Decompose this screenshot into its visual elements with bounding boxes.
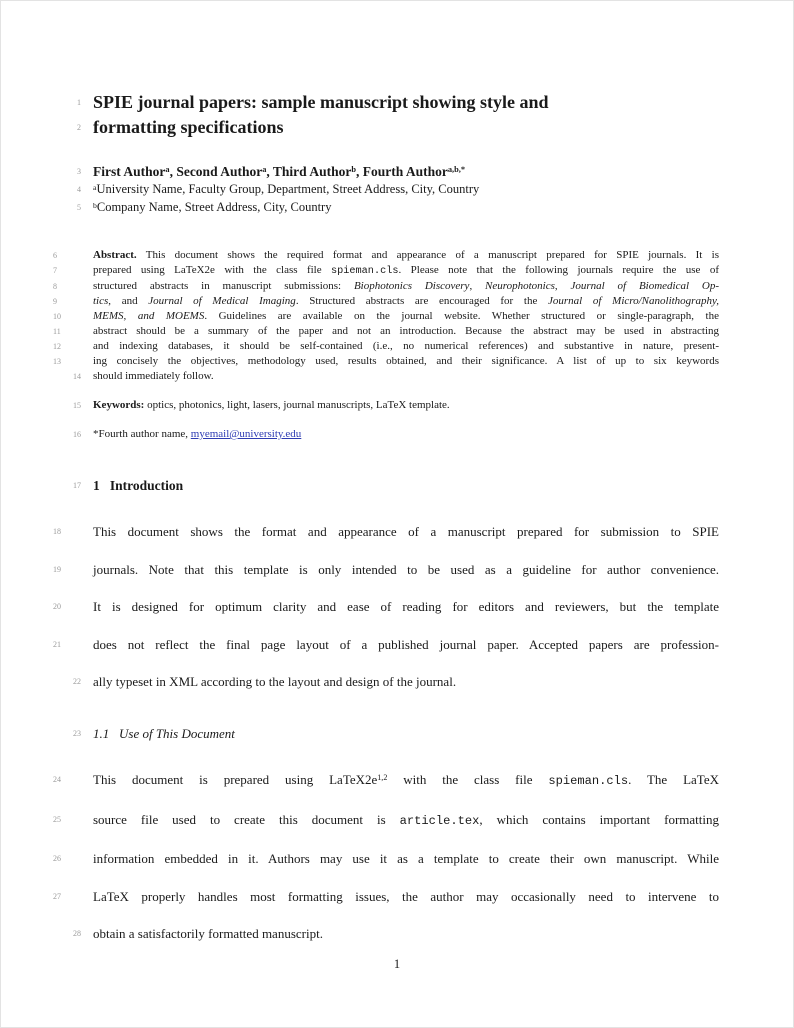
text-segment: source file used to create this document is xyxy=(93,811,400,827)
line-text xyxy=(93,562,719,577)
line-number: 2 xyxy=(77,123,81,132)
text-segment: Keywords: xyxy=(93,399,145,411)
doc-line xyxy=(77,181,719,199)
text-segment: spieman.cls xyxy=(331,265,399,277)
line-number: 26 xyxy=(53,854,61,863)
line-number: 14 xyxy=(73,372,81,381)
line-text xyxy=(93,478,183,493)
text-segment: 1.1 Use of This Document xyxy=(93,726,235,741)
doc-line xyxy=(53,294,719,309)
line-text xyxy=(93,355,719,367)
text-segment: This document shows the required format and appearance of a manuscript prepared for SPIE journals. It is xyxy=(136,249,719,261)
line-number: 7 xyxy=(53,266,57,275)
line-number: 5 xyxy=(77,203,81,212)
text-segment: a,b,* xyxy=(447,165,466,175)
doc-line xyxy=(73,369,719,384)
line-text xyxy=(93,772,719,787)
text-segment: University Name, Faculty Group, Department, Street Address, City, Country xyxy=(96,182,480,196)
text-segment: ing concisely the objectives, methodology used, results obtained, and their significance. A list of up to six keywords xyxy=(93,355,719,367)
line-number: 3 xyxy=(77,167,81,176)
text-segment: , which contains important formatting xyxy=(479,811,719,827)
line-text xyxy=(93,117,283,137)
block-affiliations xyxy=(77,181,719,217)
text-segment: , xyxy=(266,164,273,179)
block-authors xyxy=(77,163,719,182)
manuscript xyxy=(53,1,719,1027)
doc-line xyxy=(53,588,719,626)
text-segment: formatting specifications xyxy=(93,117,284,137)
text-segment: Neurophotonics xyxy=(485,280,555,292)
text-segment: should immediately follow. xyxy=(93,370,214,382)
doc-line xyxy=(53,840,719,878)
text-segment: SPIE journal papers: sample manuscript showing style and xyxy=(93,92,549,112)
text-segment: optics, photonics, light, lasers, journal manuscripts, LaTeX template. xyxy=(144,399,450,411)
text-segment: does not reflect the final page layout of a published journal paper. Accepted papers are profession- xyxy=(93,636,719,652)
text-segment: . Guidelines are available on the journal website. Whether structured or single-paragraph, the xyxy=(204,310,719,322)
line-text xyxy=(93,428,301,440)
text-segment: obtain a satisfactorily formatted manuscript. xyxy=(93,926,323,941)
line-text xyxy=(93,524,719,539)
doc-line xyxy=(53,878,719,916)
doc-line xyxy=(53,551,719,589)
line-number: 11 xyxy=(53,327,61,336)
doc-line xyxy=(53,339,719,354)
line-number: 9 xyxy=(53,297,57,306)
doc-line xyxy=(53,626,719,664)
doc-line xyxy=(73,724,719,743)
line-text xyxy=(93,926,323,941)
line-text xyxy=(93,182,479,196)
line-text xyxy=(93,370,214,382)
line-number: 15 xyxy=(73,401,81,410)
text-segment: This document shows the format and appearance of a manuscript prepared for submission to SPIE xyxy=(93,524,719,539)
line-text xyxy=(93,812,719,827)
line-text xyxy=(93,726,235,741)
doc-line xyxy=(77,115,719,140)
line-text xyxy=(93,310,719,322)
doc-line xyxy=(77,163,719,182)
line-number: 12 xyxy=(53,342,61,351)
line-text xyxy=(93,295,719,307)
page-number: 1 xyxy=(393,957,401,971)
text-segment: *Fourth author name, xyxy=(93,428,191,440)
text-segment: Abstract. xyxy=(93,249,137,261)
text-segment: LaTeX properly handles most formatting issues, the author may occasionally need to intervene to xyxy=(93,888,719,904)
line-text xyxy=(93,599,719,614)
text-segment: prepared using LaTeX2e with the class file xyxy=(93,264,332,276)
doc-line xyxy=(53,801,719,841)
text-segment: This document is prepared using LaTeX2e xyxy=(93,772,378,787)
doc-line xyxy=(77,199,719,217)
line-number: 6 xyxy=(53,251,57,260)
line-text xyxy=(93,280,719,292)
line-text xyxy=(93,637,719,652)
line-number: 28 xyxy=(73,929,81,938)
doc-line xyxy=(53,354,719,369)
text-segment: Company Name, Street Address, City, Country xyxy=(96,200,332,214)
text-segment: Journal of Medical Imaging xyxy=(148,295,296,307)
text-segment: a xyxy=(262,165,267,175)
text-segment: , xyxy=(355,164,363,179)
text-segment: Third Author xyxy=(272,164,352,179)
text-segment: b xyxy=(93,200,97,210)
doc-line xyxy=(73,915,719,953)
doc-line xyxy=(53,761,719,801)
line-text xyxy=(93,851,719,866)
text-segment: article.tex xyxy=(399,813,480,828)
email-link[interactable]: myemail@university.edu xyxy=(190,428,302,440)
line-text xyxy=(93,264,719,276)
block-abstract xyxy=(53,248,719,384)
line-number: 20 xyxy=(53,602,61,611)
line-text xyxy=(93,340,719,352)
doc-line xyxy=(77,90,719,115)
doc-line xyxy=(53,309,719,324)
text-segment: . Please note that the following journals require the use of xyxy=(398,264,719,276)
line-number: 8 xyxy=(53,282,57,291)
block-corresponding-author xyxy=(73,427,719,442)
block-para-1 xyxy=(53,513,719,701)
text-segment: b xyxy=(351,165,356,175)
line-number: 19 xyxy=(53,564,61,574)
line-number: 25 xyxy=(53,814,61,824)
line-number: 24 xyxy=(53,775,61,784)
line-text xyxy=(93,399,450,411)
line-text xyxy=(93,249,719,261)
line-number: 21 xyxy=(53,639,61,649)
text-segment: abstract should be a summary of the paper and not an introduction. Because the abstract may be used in abstracting xyxy=(93,325,719,337)
line-text xyxy=(93,92,549,112)
line-number: 10 xyxy=(53,312,61,321)
text-segment: 1 Introduction xyxy=(93,478,184,493)
block-keywords xyxy=(73,398,719,413)
line-text xyxy=(93,200,331,214)
line-number: 1 xyxy=(77,98,81,107)
line-number: 13 xyxy=(53,357,61,366)
text-segment: structured abstracts in manuscript submissions: xyxy=(93,280,354,292)
doc-line xyxy=(53,263,719,279)
text-segment: MEMS, and MOEMS xyxy=(93,310,205,322)
line-text xyxy=(93,164,465,179)
text-segment: Journal of Biomedical Op- xyxy=(570,280,719,292)
block-para-2 xyxy=(53,761,719,953)
text-segment: . The LaTeX xyxy=(628,772,719,787)
line-text xyxy=(93,889,719,904)
text-segment: ally typeset in XML according to the layout and design of the journal. xyxy=(93,674,457,689)
text-segment: with the class file xyxy=(387,772,549,787)
line-number: 23 xyxy=(73,729,81,738)
line-number: 17 xyxy=(73,481,81,490)
line-number: 27 xyxy=(53,891,61,901)
text-segment: , xyxy=(554,280,571,292)
line-text xyxy=(93,674,456,689)
text-segment: Fourth Author xyxy=(362,164,448,179)
text-segment: a xyxy=(165,165,170,175)
block-subsection-1-1 xyxy=(73,724,719,743)
text-segment: tics xyxy=(93,295,109,307)
line-text xyxy=(93,325,719,337)
doc-line xyxy=(53,324,719,339)
text-segment: Journal of Micro/Nanolithography, xyxy=(548,295,719,307)
line-number: 4 xyxy=(77,185,81,194)
text-segment: information embedded in it. Authors may use it as a template to create their own manuscript. While xyxy=(93,851,719,866)
doc-line xyxy=(53,248,719,263)
text-segment: It is designed for optimum clarity and ease of reading for editors and reviewers, but the template xyxy=(93,599,719,614)
text-segment: a xyxy=(93,182,97,192)
doc-line xyxy=(73,663,719,701)
doc-line xyxy=(53,279,719,294)
text-segment: . Structured abstracts are encouraged for the xyxy=(295,295,549,307)
line-number: 16 xyxy=(73,430,81,439)
line-number: 22 xyxy=(73,677,81,686)
text-segment: , xyxy=(169,164,177,179)
text-segment: , xyxy=(469,280,486,292)
text-segment: , and xyxy=(108,295,149,307)
text-segment: and indexing databases, it should be self-contained (i.e., no numerical references) and substantive in nature, present- xyxy=(93,340,719,352)
line-number: 18 xyxy=(53,527,61,536)
text-segment: journals. Note that this template is only intended to be used as a guideline for author convenience. xyxy=(93,561,719,577)
doc-line xyxy=(73,427,719,442)
doc-line xyxy=(53,513,719,551)
text-segment: spieman.cls xyxy=(548,774,629,788)
text-segment: Second Author xyxy=(176,164,263,179)
text-segment: First Author xyxy=(93,164,166,179)
text-segment: Biophotonics Discovery xyxy=(353,280,470,292)
block-title xyxy=(77,90,719,140)
text-segment: 1,2 xyxy=(377,773,388,783)
doc-line xyxy=(73,398,719,413)
doc-line xyxy=(73,476,719,495)
block-section-1 xyxy=(73,476,719,495)
